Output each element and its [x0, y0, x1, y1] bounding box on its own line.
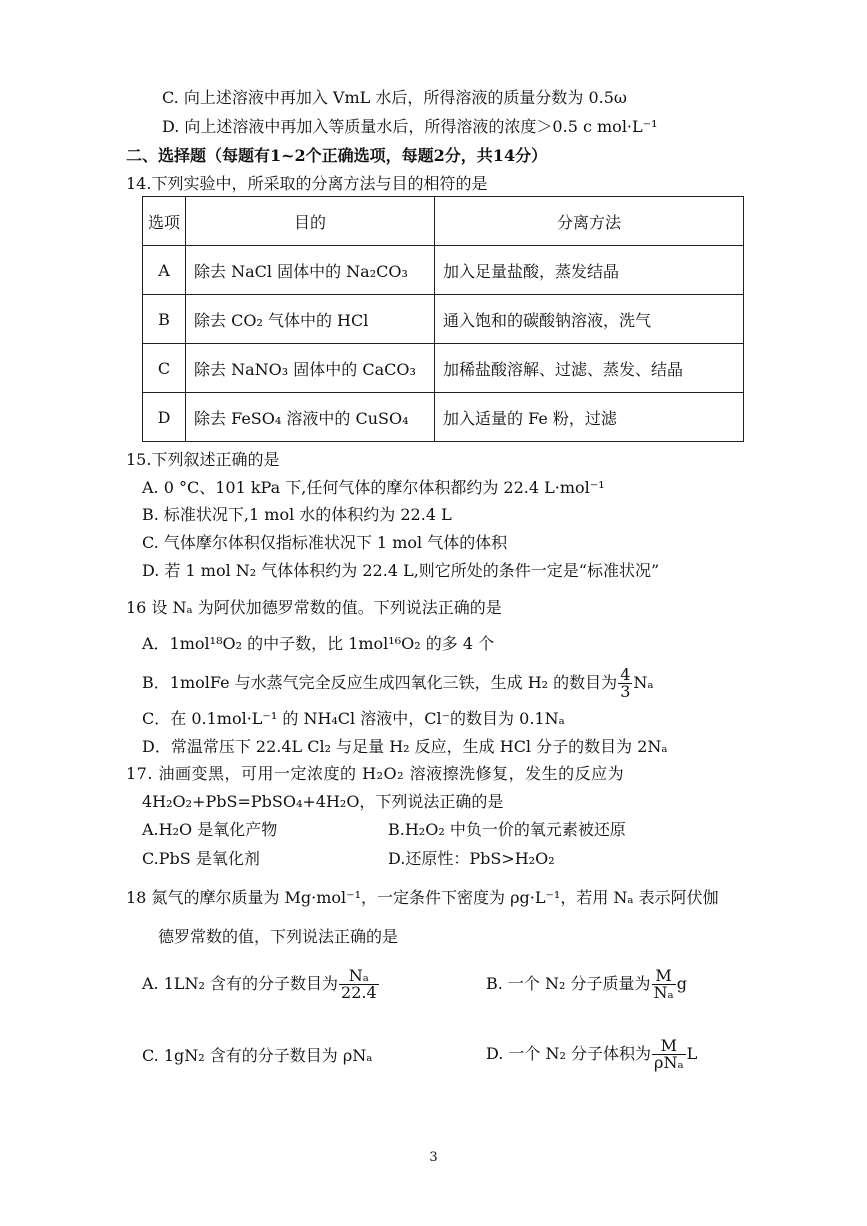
table-cell: 加入适量的 Fe 粉，过滤 [435, 393, 744, 442]
table-cell: C [143, 344, 186, 393]
table-cell: B [143, 295, 186, 344]
table-cell: D [143, 393, 186, 442]
fraction-numerator: Nₐ [339, 968, 379, 985]
table-cell: 除去 NaNO₃ 固体中的 CaCO₃ [186, 344, 435, 393]
table-cell: A [143, 246, 186, 295]
table-cell: 除去 FeSO₄ 溶液中的 CuSO₄ [186, 393, 435, 442]
fraction-denominator: 3 [620, 682, 631, 701]
q16-option-b-unit: Nₐ [633, 673, 654, 692]
q18-option-a [142, 964, 380, 1004]
q18-option-b-text: B. 一个 N₂ 分子质量为 [486, 974, 651, 993]
table-header-cell: 选项 [143, 197, 186, 246]
q16-option-b [142, 664, 654, 702]
fraction-denominator: ρNₐ [654, 1053, 684, 1072]
q16-option-d: D．常温常压下 22.4L Cl₂ 与足量 H₂ 反应，生成 HCl 分子的数目为 2Nₐ [142, 737, 668, 756]
table-cell: 通入饱和的碳酸钠溶液，洗气 [435, 295, 744, 344]
q16-option-b-text: B．1molFe 与水蒸气完全反应生成四氧化三铁，生成 H₂ 的数目为 [142, 673, 618, 692]
fraction-denominator: 22.4 [341, 983, 377, 1002]
q18-option-d-unit: L [686, 1044, 698, 1063]
q16-stem: 16 设 Nₐ 为阿伏加德罗常数的值。下列说法正确的是 [126, 598, 502, 617]
separation-table [142, 196, 744, 442]
prev-option-c: C. 向上述溶液中再加入 VmL 水后，所得溶液的质量分数为 0.5ω [162, 88, 627, 107]
table-cell: 除去 CO₂ 气体中的 HCl [186, 295, 435, 344]
table-cell: 加入足量盐酸，蒸发结晶 [435, 246, 744, 295]
q15-option-c: C. 气体摩尔体积仅指标准状况下 1 mol 气体的体积 [142, 533, 508, 552]
q17-stem-line1: 17. 油画变黑，可用一定浓度的 H₂O₂ 溶液擦洗修复，发生的反应为 [126, 764, 625, 783]
table-cell: 除去 NaCl 固体中的 Na₂CO₃ [186, 246, 435, 295]
table-header-row [143, 197, 744, 246]
fraction [652, 968, 676, 1001]
page-number: 3 [429, 1150, 438, 1165]
table-cell: 加稀盐酸溶解、过滤、蒸发、结晶 [435, 344, 744, 393]
prev-option-d: D. 向上述溶液中再加入等质量水后，所得溶液的浓度＞0.5 c mol·L⁻¹ [162, 117, 658, 136]
q17-option-d: D.还原性：PbS>H₂O₂ [388, 849, 555, 868]
table-header-cell: 目的 [186, 197, 435, 246]
fraction [618, 667, 632, 700]
table-row [143, 344, 744, 393]
q18-option-d-text: D. 一个 N₂ 分子体积为 [486, 1044, 652, 1063]
q18-option-d [486, 1034, 697, 1074]
q18-stem-line2: 德罗常数的值，下列说法正确的是 [158, 927, 399, 946]
table-row [143, 393, 744, 442]
q17-stem-line2: 4H₂O₂+PbS=PbSO₄+4H₂O，下列说法正确的是 [142, 792, 504, 811]
q15-stem: 15.下列叙述正确的是 [126, 450, 280, 469]
q14-stem: 14.下列实验中，所采取的分离方法与目的相符的是 [126, 174, 488, 193]
q16-option-c: C．在 0.1mol·L⁻¹ 的 NH₄Cl 溶液中，Cl⁻的数目为 0.1Nₐ [142, 709, 565, 728]
q17-option-b: B.H₂O₂ 中负一价的氧元素被还原 [388, 820, 626, 839]
q15-option-a: A. 0 °C、101 kPa 下,任何气体的摩尔体积都约为 22.4 L·mol⁻¹ [142, 478, 605, 497]
fraction-numerator: M [652, 968, 676, 985]
q18-option-b [486, 964, 687, 1004]
fraction-numerator: M [652, 1038, 686, 1055]
fraction-numerator: 4 [620, 665, 631, 684]
fraction-denominator: Nₐ [653, 983, 674, 1002]
q15-option-b: B. 标准状况下,1 mol 水的体积约为 22.4 L [142, 505, 452, 524]
q16-option-a: A．1mol¹⁸O₂ 的中子数，比 1mol¹⁶O₂ 的多 4 个 [142, 634, 495, 653]
table-header-cell: 分离方法 [435, 197, 744, 246]
q18-option-b-unit: g [676, 974, 687, 993]
q17-option-a: A.H₂O 是氧化产物 [142, 820, 278, 839]
fraction [652, 1038, 686, 1071]
q18-option-c: C. 1gN₂ 含有的分子数目为 ρNₐ [142, 1046, 373, 1065]
section-header: 二、选择题（每题有1~2个正确选项，每题2分，共14分） [126, 146, 548, 165]
q18-option-a-text: A. 1LN₂ 含有的分子数目为 [142, 974, 339, 993]
fraction [339, 968, 379, 1001]
table-row [143, 295, 744, 344]
q17-option-c: C.PbS 是氧化剂 [142, 849, 260, 868]
q18-stem-line1: 18 氮气的摩尔质量为 Mg·mol⁻¹，一定条件下密度为 ρg·L⁻¹，若用 Nₐ 表示阿伏伽 [126, 888, 719, 907]
q15-option-d: D. 若 1 mol N₂ 气体体积约为 22.4 L,则它所处的条件一定是“标准状况” [142, 561, 660, 580]
table-row [143, 246, 744, 295]
